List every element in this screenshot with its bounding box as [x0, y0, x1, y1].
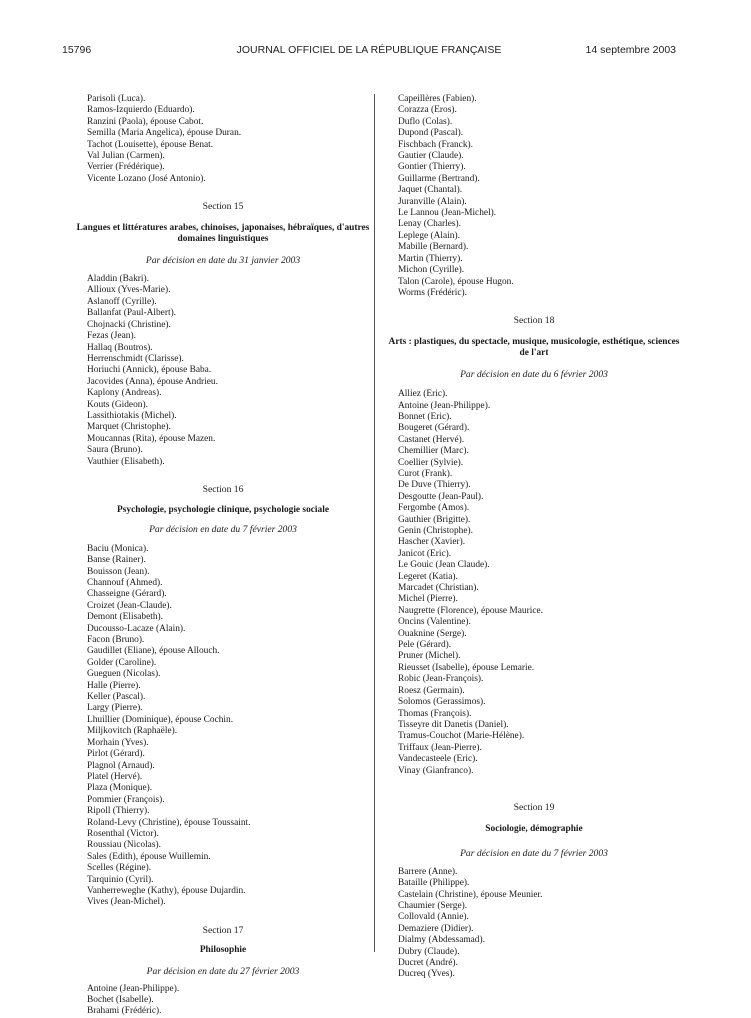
decision-line: Par décision en date du 6 février 2003 — [460, 368, 608, 380]
list-item: Roussiau (Nicolas). — [87, 840, 161, 851]
list-item: Vanherreweghe (Kathy), épouse Dujardin. — [87, 885, 246, 896]
list-item: Tachot (Louisette), épouse Benat. — [87, 139, 214, 150]
list-item: Sales (Edith), épouse Wuillemin. — [87, 851, 211, 862]
list-item: Bougeret (Gérard). — [398, 423, 470, 434]
list-item: Duflo (Colas). — [398, 116, 453, 127]
list-item: Golder (Caroline). — [87, 657, 157, 668]
list-item: Corazza (Eros). — [398, 105, 457, 116]
section-heading: Section 19 — [513, 801, 555, 813]
list-item: Legeret (Katia). — [398, 571, 458, 582]
list-item: Banse (Rainer). — [87, 555, 146, 566]
list-item: Roland-Levy (Christine), épouse Toussaint. — [87, 817, 251, 828]
list-item: Gauthier (Brigitte). — [398, 514, 471, 525]
list-item: Naugrette (Florence), épouse Maurice. — [398, 605, 543, 616]
list-item: Plagnol (Arnaud). — [87, 760, 155, 771]
list-item: Genin (Christophe). — [398, 526, 473, 536]
list-item: Michel (Pierre). — [398, 594, 458, 605]
list-item: Channouf (Ahmed). — [87, 578, 163, 588]
left-column — [73, 94, 373, 1018]
list-item: Chojnacki (Christine). — [87, 319, 171, 330]
list-item: Ballanfat (Paul-Albert). — [87, 308, 177, 319]
right-column — [384, 94, 684, 981]
list-item: Fezas (Jean). — [87, 331, 136, 342]
list-item: Herrenschmidt (Clarisse). — [87, 353, 184, 364]
list-item: Solomos (Gerassimos). — [398, 697, 486, 708]
list-item: Jaquet (Chantal). — [398, 185, 463, 196]
list-item: Aslanoff (Cyrille). — [87, 296, 157, 307]
page-header — [62, 44, 676, 60]
list-item: Bochet (Isabelle). — [87, 995, 154, 1005]
list-item: Vauthier (Elisabeth). — [87, 456, 165, 467]
list-item: Rieusset (Isabelle), épouse Lemarie. — [398, 662, 535, 673]
list-item: Gueguen (Nicolas). — [87, 669, 161, 680]
list-item: Allioux (Yves-Marie). — [87, 285, 171, 296]
list-item: Baciu (Monica). — [87, 543, 149, 554]
list-item: Castanet (Hervé). — [398, 434, 465, 445]
name-list — [73, 984, 373, 1018]
list-item: Demont (Elisabeth). — [87, 612, 164, 623]
list-item: Robic (Jean-François). — [398, 674, 484, 685]
section-title: Arts : plastiques, du spectacle, musique, musicologie, esthétique, sciences de l'art — [388, 336, 680, 358]
list-item: Keller (Pascal). — [87, 692, 146, 703]
list-item: Morhain (Yves). — [87, 737, 149, 748]
list-item: Talon (Carole), épouse Hugon. — [398, 276, 514, 287]
section-heading: Section 16 — [202, 483, 244, 495]
list-item: Worms (Frédéric). — [398, 287, 468, 298]
list-item: Leplege (Alain). — [398, 230, 460, 241]
list-item: Capeillères (Fabien). — [398, 94, 477, 104]
list-item: Bouisson (Jean). — [87, 566, 150, 577]
list-item: Desgoutte (Jean-Paul). — [398, 491, 484, 502]
section-heading: Section 15 — [202, 201, 244, 213]
list-item: Moucannas (Rita), épouse Mazen. — [87, 433, 216, 444]
list-item: Marcadet (Christian). — [398, 583, 479, 594]
list-item: De Duve (Thierry). — [398, 480, 471, 491]
section-title: Psychologie, psychologie clinique, psychologie sociale — [117, 505, 329, 516]
list-item: Oncins (Valentine). — [398, 617, 471, 628]
list-item: Chaumier (Serge). — [398, 900, 468, 911]
list-item: Dubry (Claude). — [398, 946, 460, 957]
name-list — [384, 94, 684, 299]
list-item: Guillarme (Bertrand). — [398, 173, 480, 184]
list-item: Vives (Jean-Michel). — [87, 897, 166, 908]
list-item: Largy (Pierre). — [87, 703, 143, 714]
name-list — [73, 274, 373, 468]
name-list — [73, 544, 373, 909]
list-item: Kaplony (Andreas). — [87, 388, 162, 399]
name-list — [384, 389, 684, 777]
section-heading: Section 18 — [513, 315, 555, 327]
list-item: Marquet (Christophe). — [87, 422, 171, 433]
list-item: Alliez (Eric). — [398, 389, 448, 400]
list-item: Parisoli (Luca). — [87, 94, 146, 104]
list-item: Lenay (Charles). — [398, 219, 461, 230]
list-item: Pommier (François). — [87, 794, 165, 805]
list-item: Hallaq (Boutros). — [87, 342, 153, 353]
list-item: Fergombe (Amos). — [398, 503, 470, 514]
list-item: Verrier (Frédérique). — [87, 162, 165, 173]
name-list — [384, 867, 684, 981]
list-item: Pirlot (Gérard). — [87, 749, 145, 760]
list-item: Pruner (Michel). — [398, 651, 461, 662]
list-item: Miljkovitch (Raphaële). — [87, 726, 178, 737]
list-item: Coellier (Sylvie). — [398, 457, 464, 468]
list-item: Bonnet (Eric). — [398, 411, 452, 422]
list-item: Roesz (Germain). — [398, 685, 465, 696]
list-item: Tisseyre dit Danetis (Daniel). — [398, 719, 509, 730]
list-item: Juranville (Alain). — [398, 196, 467, 207]
list-item: Dupond (Pascal). — [398, 128, 464, 139]
list-item: Jacovides (Anna), épouse Andrieu. — [87, 376, 218, 387]
list-item: Brahami (Frédéric). — [87, 1006, 162, 1017]
list-item: Gontier (Thierry). — [398, 162, 466, 173]
list-item: Ducousso-Lacaze (Alain). — [87, 623, 186, 634]
list-item: Plaza (Monique). — [87, 783, 153, 794]
publication-date: 14 septembre 2003 — [585, 44, 676, 56]
list-item: Horiuchi (Annick), épouse Baba. — [87, 365, 212, 376]
list-item: Facon (Bruno). — [87, 635, 145, 646]
name-list — [73, 94, 373, 185]
list-item: Ducreq (Yves). — [398, 969, 455, 980]
list-item: Croizet (Jean-Claude). — [87, 600, 172, 611]
list-item: Gaudillet (Eliane), épouse Allouch. — [87, 646, 220, 657]
list-item: Ramos-Izquierdo (Eduardo). — [87, 105, 195, 116]
list-item: Antoine (Jean-Philippe). — [398, 400, 491, 411]
decision-line: Par décision en date du 7 février 2003 — [460, 848, 608, 860]
list-item: Vicente Lozano (José Antonio). — [87, 173, 206, 184]
list-item: Rosenthal (Victor). — [87, 828, 159, 839]
list-item: Tramus-Couchot (Marie-Hélène). — [398, 731, 525, 742]
section-title: Philosophie — [199, 945, 247, 956]
list-item: Ouaknine (Serge). — [398, 628, 467, 639]
list-item: Saura (Bruno). — [87, 445, 143, 456]
list-item: Gautier (Claude). — [398, 151, 464, 162]
list-item: Fischbach (Franck). — [398, 139, 473, 150]
list-item: Vandecasteele (Eric). — [398, 754, 478, 765]
list-item: Aladdin (Bakri). — [87, 274, 149, 285]
list-item: Mabille (Bernard). — [398, 242, 469, 253]
journal-title: JOURNAL OFFICIEL DE LA RÉPUBLIQUE FRANÇAISE — [236, 44, 502, 56]
list-item: Triffaux (Jean-Pierre). — [398, 742, 482, 753]
list-item: Platel (Hervé). — [87, 771, 143, 782]
list-item: Vinay (Gianfranco). — [398, 765, 474, 776]
list-item: Dialmy (Abdessamad). — [398, 935, 485, 946]
list-item: Chemillier (Marc). — [398, 446, 469, 457]
decision-line: Par décision en date du 27 février 2003 — [146, 966, 300, 978]
list-item: Thomas (François). — [398, 708, 472, 719]
section-title: Langues et littératures arabes, chinoises, japonaises, hébraïques, d'autres domaines linguistiques — [76, 222, 370, 244]
list-item: Semilla (Maria Angelica), épouse Duran. — [87, 128, 242, 139]
decision-line: Par décision en date du 7 février 2003 — [149, 524, 297, 536]
list-item: Ripoll (Thierry). — [87, 806, 150, 817]
list-item: Curot (Frank). — [398, 468, 453, 479]
list-item: Pele (Gérard). — [398, 640, 452, 651]
column-divider — [374, 94, 375, 952]
list-item: Michon (Cyrille). — [398, 265, 465, 276]
list-item: Castelain (Christine), épouse Meunier. — [398, 889, 543, 900]
list-item: Le Lannou (Jean-Michel). — [398, 208, 497, 219]
list-item: Kouts (Gideon). — [87, 399, 148, 410]
list-item: Barrere (Anne). — [398, 866, 458, 877]
list-item: Ducret (André). — [398, 958, 458, 968]
list-item: Lhuillier (Dominique), épouse Cochin. — [87, 714, 234, 725]
list-item: Hascher (Xavier). — [398, 537, 466, 548]
list-item: Scelles (Régine). — [87, 863, 152, 874]
list-item: Demaziere (Didier). — [398, 923, 474, 934]
list-item: Lassithiotakis (Michel). — [87, 410, 177, 421]
list-item: Tarquinio (Cyril). — [87, 874, 154, 885]
list-item: Antoine (Jean-Philippe). — [87, 983, 180, 994]
list-item: Janicot (Eric). — [398, 548, 452, 559]
list-item: Ranzini (Paola), épouse Cabot. — [87, 116, 204, 127]
list-item: Bataille (Philippe). — [398, 878, 470, 889]
list-item: Chasseigne (Gérard). — [87, 589, 167, 600]
decision-line: Par décision en date du 31 janvier 2003 — [145, 254, 301, 266]
list-item: Val Julian (Carmen). — [87, 151, 165, 162]
list-item: Halle (Pierre). — [87, 680, 141, 691]
list-item: Martin (Thierry). — [398, 253, 463, 264]
list-item: Le Gouic (Jean Claude). — [398, 560, 490, 571]
section-heading: Section 17 — [202, 924, 244, 936]
page-number: 15796 — [62, 44, 92, 56]
section-title: Sociologie, démographie — [485, 824, 583, 835]
list-item: Collovald (Annie). — [398, 912, 469, 923]
